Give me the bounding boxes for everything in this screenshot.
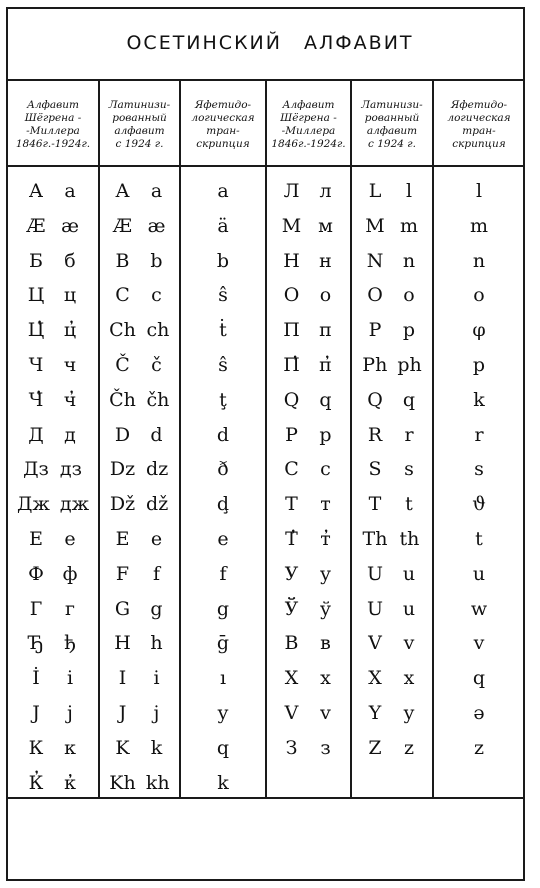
right-latinized-letter	[352, 489, 432, 519]
right-latinized-letter-upper: Z	[368, 737, 382, 759]
right-shegren-letter-lower: ў	[319, 598, 332, 620]
left-shegren-letter	[8, 663, 98, 693]
header-latinized-right: Латинизи- рованный алфавит с 1924 г.	[361, 99, 423, 150]
left-shegren-letter-lower: г	[65, 598, 75, 620]
left-latinized-letter	[100, 628, 179, 658]
left-latinized-letter	[100, 454, 179, 484]
right-latinized-letter-lower: q	[402, 389, 416, 411]
left-shegren-letter	[8, 176, 98, 206]
right-japhetic-letter: v	[473, 632, 485, 654]
right-shegren-letter-lower: с	[320, 458, 331, 480]
right-shegren-letter-lower: х	[320, 667, 331, 689]
right-latinized-letter-upper: N	[366, 250, 384, 272]
right-latinized-letter-lower: o	[403, 284, 415, 306]
right-latinized-letter-upper: Ph	[362, 354, 388, 376]
left-latinized-letter-upper: Æ	[112, 215, 133, 237]
right-latinized-letter-lower: ph	[397, 354, 422, 376]
right-shegren-letter	[267, 246, 350, 276]
left-japhetic-letter: ḑ	[216, 493, 230, 515]
right-shegren-letter-upper: В	[284, 632, 299, 654]
left-shegren-letter-lower: б	[64, 250, 76, 272]
right-latinized-letter-upper: P	[368, 319, 382, 341]
page-title: ОСЕТИНСКИЙ АЛФАВИТ	[126, 32, 414, 54]
left-shegren-letter-upper: Е	[29, 528, 43, 550]
right-latinized-letter-lower: p	[402, 319, 416, 341]
left-shegren-letter	[8, 489, 98, 519]
header-japhetic-left: Яфетидо- логическая тран- скрипция	[191, 99, 255, 150]
left-japhetic-letter: ı	[219, 667, 227, 689]
right-latinized-letter-upper: T	[368, 493, 382, 515]
right-latinized-letter-upper: X	[368, 667, 382, 689]
right-latinized-letter	[352, 524, 432, 554]
left-shegren-letter-lower: ђ	[64, 632, 76, 654]
left-shegren-letter-upper: К	[28, 737, 44, 759]
left-latinized-letter	[100, 768, 179, 798]
right-japhetic-letter: ϑ	[472, 493, 486, 515]
left-latinized-letter	[100, 280, 179, 310]
left-latinized-letter-upper: E	[115, 528, 130, 550]
right-shegren-letter-lower: м	[318, 215, 333, 237]
right-shegren-letter	[267, 176, 350, 206]
left-shegren-letter	[8, 385, 98, 415]
left-latinized-letter-upper: Ch	[109, 319, 136, 341]
left-japhetic-letter: ţ	[219, 389, 227, 411]
right-shegren-letter	[267, 420, 350, 450]
left-latinized-letter	[100, 698, 179, 728]
right-latinized-letter-upper: R	[367, 424, 383, 446]
left-shegren-letter	[8, 768, 98, 798]
left-japhetic-letter: d	[216, 424, 230, 446]
left-japhetic-letter: ḡ	[216, 632, 230, 654]
left-latinized-letter	[100, 350, 179, 380]
right-latinized-letter-lower: l	[405, 180, 413, 202]
left-shegren-letter-upper: Ђ	[28, 632, 44, 654]
left-latinized-letter-lower: č	[151, 354, 162, 376]
right-shegren-letter-upper: О	[283, 284, 300, 306]
left-shegren-letter-upper: İ	[32, 667, 40, 689]
left-latinized-letter-upper: Dž	[109, 493, 136, 515]
right-japhetic-letter: o	[473, 284, 485, 306]
right-shegren-letter-upper: П̓	[283, 354, 300, 376]
right-japhetic-letter: t	[475, 528, 483, 550]
left-shegren-letter	[8, 628, 98, 658]
right-latinized-letter	[352, 559, 432, 589]
left-shegren-letter-upper: J	[32, 702, 40, 724]
left-shegren-letter-upper: Г	[29, 598, 43, 620]
right-shegren-letter-upper: С	[284, 458, 299, 480]
right-shegren-letter	[267, 628, 350, 658]
right-shegren-letter-lower: п	[319, 319, 332, 341]
right-japhetic-letter: k	[473, 389, 485, 411]
left-latinized-letter-upper: Kh	[109, 772, 136, 794]
right-latinized-letter-upper: O	[367, 284, 383, 306]
right-latinized-letter-upper: L	[368, 180, 382, 202]
left-latinized-letter-upper: J	[118, 702, 127, 724]
right-shegren-letter-upper: Л	[283, 180, 300, 202]
right-shegren-letter-lower: п̓	[319, 354, 332, 376]
right-latinized-letter	[352, 663, 432, 693]
right-latinized-letter-lower: z	[403, 737, 414, 759]
left-latinized-letter-lower: g	[150, 598, 163, 620]
right-latinized-letter-upper: Q	[367, 389, 383, 411]
right-shegren-letter-upper: V	[284, 702, 299, 724]
left-shegren-letter-lower: к	[64, 737, 76, 759]
left-shegren-letter-upper: Ц̓	[27, 319, 45, 341]
left-latinized-letter-upper: H	[114, 632, 131, 654]
right-japhetic-letter: z	[473, 737, 484, 759]
right-shegren-letter-lower: v	[320, 702, 331, 724]
left-shegren-letter	[8, 280, 98, 310]
left-shegren-letter-lower: к̓	[64, 772, 76, 794]
right-shegren-letter-lower: т̓	[320, 528, 331, 550]
right-shegren-letter-upper: Т̓	[285, 528, 298, 550]
right-shegren-letter	[267, 594, 350, 624]
right-latinized-letter	[352, 594, 432, 624]
right-latinized-letter	[352, 628, 432, 658]
right-shegren-letter-lower: о	[319, 284, 332, 306]
left-latinized-letter-lower: f	[152, 563, 161, 585]
right-latinized-letter-lower: u	[402, 598, 416, 620]
right-latinized-letter	[352, 698, 432, 728]
left-shegren-letter-lower: дз	[59, 458, 82, 480]
right-shegren-letter-lower: q	[319, 389, 332, 411]
left-latinized-letter-lower: čh	[146, 389, 170, 411]
left-shegren-letter	[8, 559, 98, 589]
header-shegren-miller-right: Алфавит Шёгрена - -Миллера 1846г.-1924г.	[271, 99, 346, 150]
right-latinized-letter-upper: U	[366, 563, 383, 585]
right-latinized-letter	[352, 420, 432, 450]
left-latinized-letter-lower: ch	[146, 319, 170, 341]
left-shegren-letter-upper: Ф	[28, 563, 44, 585]
left-latinized-letter-lower: b	[150, 250, 163, 272]
right-latinized-letter	[352, 176, 432, 206]
right-latinized-letter	[352, 246, 432, 276]
right-shegren-letter	[267, 211, 350, 241]
left-latinized-letter-lower: æ	[147, 215, 166, 237]
right-latinized-letter	[352, 350, 432, 380]
right-japhetic-letter: ə	[473, 702, 485, 724]
left-shegren-letter-upper: К̓	[28, 772, 44, 794]
left-shegren-letter-upper: Ц	[27, 284, 45, 306]
left-latinized-letter-upper: K	[115, 737, 130, 759]
left-shegren-letter-lower: ц̓	[63, 319, 77, 341]
left-shegren-letter-lower: дж	[59, 493, 90, 515]
left-japhetic-letter: b	[216, 250, 230, 272]
right-shegren-letter-upper: Ў	[284, 598, 299, 620]
left-latinized-letter	[100, 246, 179, 276]
left-shegren-letter	[8, 246, 98, 276]
left-latinized-letter	[100, 211, 179, 241]
right-latinized-letter	[352, 454, 432, 484]
left-latinized-letter-upper: B	[115, 250, 130, 272]
right-shegren-letter-lower: у	[319, 563, 332, 585]
left-shegren-letter-upper: Ӕ	[26, 215, 46, 237]
left-japhetic-letter: f	[219, 563, 227, 585]
left-latinized-letter-lower: d	[150, 424, 163, 446]
right-latinized-letter-upper: M	[365, 215, 385, 237]
left-japhetic-letter: e	[217, 528, 229, 550]
left-shegren-letter	[8, 733, 98, 763]
left-shegren-letter	[8, 698, 98, 728]
left-latinized-letter-lower: a	[150, 180, 163, 202]
left-latinized-letter-upper: D	[114, 424, 131, 446]
left-shegren-letter	[8, 211, 98, 241]
left-shegren-letter-lower: д	[64, 424, 76, 446]
right-latinized-letter	[352, 280, 432, 310]
right-shegren-letter	[267, 698, 350, 728]
right-shegren-letter	[267, 663, 350, 693]
right-japhetic-letter: s	[474, 458, 484, 480]
left-latinized-letter-upper: I	[118, 667, 127, 689]
right-latinized-letter-upper: U	[366, 598, 383, 620]
right-latinized-letter-lower: n	[402, 250, 416, 272]
left-shegren-letter	[8, 524, 98, 554]
left-latinized-letter-lower: dz	[146, 458, 169, 480]
left-latinized-letter-lower: e	[150, 528, 163, 550]
left-latinized-letter-lower: k	[150, 737, 163, 759]
left-latinized-letter-upper: Čh	[109, 389, 136, 411]
right-shegren-letter	[267, 385, 350, 415]
left-shegren-letter	[8, 594, 98, 624]
left-shegren-letter-lower: j	[67, 702, 73, 724]
left-shegren-letter-lower: а	[64, 180, 76, 202]
left-latinized-letter	[100, 663, 179, 693]
right-latinized-letter-upper: Y	[368, 702, 382, 724]
right-latinized-letter	[352, 211, 432, 241]
left-latinized-letter-lower: i	[153, 667, 160, 689]
right-shegren-letter-lower: л	[319, 180, 332, 202]
left-latinized-letter-lower: kh	[145, 772, 170, 794]
left-latinized-letter	[100, 594, 179, 624]
right-japhetic-letter: m	[469, 215, 489, 237]
right-japhetic-letter: u	[472, 563, 486, 585]
left-japhetic-letter: ð	[217, 458, 229, 480]
left-latinized-letter-lower: dž	[146, 493, 169, 515]
left-shegren-letter	[8, 350, 98, 380]
left-latinized-letter	[100, 176, 179, 206]
header-shegren-miller-left: Алфавит Шёгрена - -Миллера 1846г.-1924г.	[15, 99, 91, 150]
left-japhetic-letter: q	[216, 737, 230, 759]
right-shegren-letter-upper: М	[281, 215, 302, 237]
left-shegren-letter-upper: Дж	[16, 493, 50, 515]
left-japhetic-letter: y	[217, 702, 229, 724]
left-japhetic-letter: ä	[217, 215, 229, 237]
right-latinized-letter	[352, 733, 432, 763]
right-shegren-letter	[267, 454, 350, 484]
right-shegren-letter-lower: н	[319, 250, 332, 272]
left-latinized-letter-lower: h	[150, 632, 163, 654]
left-shegren-letter-lower: е	[64, 528, 76, 550]
left-latinized-letter	[100, 733, 179, 763]
right-latinized-letter-lower: th	[399, 528, 420, 550]
right-latinized-letter-upper: S	[368, 458, 382, 480]
right-shegren-letter-upper: П	[283, 319, 300, 341]
right-latinized-letter-lower: u	[402, 563, 416, 585]
right-shegren-letter-upper: Р	[285, 424, 298, 446]
left-latinized-letter-upper: Č	[115, 354, 130, 376]
right-latinized-letter-lower: s	[404, 458, 414, 480]
left-shegren-letter-upper: Ч	[28, 354, 44, 376]
left-shegren-letter-upper: Дз	[23, 458, 49, 480]
left-latinized-letter	[100, 385, 179, 415]
left-latinized-letter-upper: F	[115, 563, 130, 585]
right-japhetic-letter: q	[472, 667, 486, 689]
left-japhetic-letter: a	[217, 180, 229, 202]
left-shegren-letter-lower: i	[66, 667, 74, 689]
left-latinized-letter-upper: G	[114, 598, 131, 620]
header-latinized-left: Латинизи- рованный алфавит с 1924 г.	[108, 99, 171, 150]
right-japhetic-letter: l	[475, 180, 483, 202]
right-latinized-letter	[352, 385, 432, 415]
left-latinized-letter	[100, 489, 179, 519]
left-japhetic-letter: k	[217, 772, 229, 794]
right-shegren-letter-upper: У	[284, 563, 299, 585]
right-latinized-letter-lower: v	[403, 632, 415, 654]
left-japhetic-letter: ṫ	[219, 319, 227, 341]
right-shegren-letter-lower: з	[320, 737, 331, 759]
left-shegren-letter-upper: Б	[29, 250, 43, 272]
left-latinized-letter-upper: A	[115, 180, 130, 202]
right-shegren-letter	[267, 350, 350, 380]
right-shegren-letter	[267, 280, 350, 310]
right-shegren-letter-upper: Т	[285, 493, 298, 515]
left-shegren-letter	[8, 454, 98, 484]
right-shegren-letter	[267, 559, 350, 589]
right-japhetic-letter: p	[472, 354, 486, 376]
left-japhetic-letter: ŝ	[218, 284, 228, 306]
left-shegren-letter-upper: Ч̓	[28, 389, 44, 411]
left-shegren-letter-lower: ч̓	[63, 389, 77, 411]
right-japhetic-letter: φ	[472, 319, 486, 341]
right-latinized-letter-lower: y	[403, 702, 415, 724]
left-shegren-letter-lower: ц	[63, 284, 77, 306]
right-latinized-letter-lower: t	[405, 493, 413, 515]
left-latinized-letter-upper: Dz	[109, 458, 136, 480]
right-shegren-letter	[267, 315, 350, 345]
right-shegren-letter-lower: в	[320, 632, 331, 654]
right-shegren-letter-upper: З	[285, 737, 298, 759]
right-shegren-letter-upper: Н	[283, 250, 300, 272]
right-latinized-letter-lower: x	[403, 667, 415, 689]
right-latinized-letter-lower: r	[404, 424, 414, 446]
right-shegren-letter-upper: Х	[284, 667, 299, 689]
left-shegren-letter	[8, 420, 98, 450]
right-japhetic-letter: r	[474, 424, 484, 446]
right-shegren-letter-lower: р	[319, 424, 332, 446]
left-shegren-letter	[8, 315, 98, 345]
right-latinized-letter-lower: m	[399, 215, 419, 237]
left-japhetic-letter: ŝ	[218, 354, 228, 376]
right-japhetic-letter: n	[472, 250, 486, 272]
left-latinized-letter	[100, 420, 179, 450]
header-japhetic-right: Яфетидо- логическая тран- скрипция	[447, 99, 511, 150]
right-shegren-letter	[267, 733, 350, 763]
left-shegren-letter-upper: А	[28, 180, 44, 202]
left-shegren-letter-lower: ӕ	[61, 215, 79, 237]
right-latinized-letter	[352, 315, 432, 345]
left-latinized-letter	[100, 524, 179, 554]
right-latinized-letter-upper: Th	[362, 528, 388, 550]
left-latinized-letter	[100, 315, 179, 345]
right-shegren-letter	[267, 524, 350, 554]
left-latinized-letter-upper: C	[115, 284, 130, 306]
right-latinized-letter-upper: V	[368, 632, 382, 654]
left-shegren-letter-lower: ч	[63, 354, 77, 376]
left-shegren-letter-upper: Д	[28, 424, 44, 446]
left-latinized-letter-lower: c	[151, 284, 162, 306]
right-japhetic-letter: w	[470, 598, 488, 620]
right-shegren-letter	[267, 489, 350, 519]
right-shegren-letter-lower: т	[320, 493, 331, 515]
left-latinized-letter-lower: j	[153, 702, 160, 724]
left-shegren-letter-lower: ф	[62, 563, 78, 585]
left-latinized-letter	[100, 559, 179, 589]
right-shegren-letter-upper: Q	[283, 389, 300, 411]
left-japhetic-letter: g	[216, 598, 230, 620]
